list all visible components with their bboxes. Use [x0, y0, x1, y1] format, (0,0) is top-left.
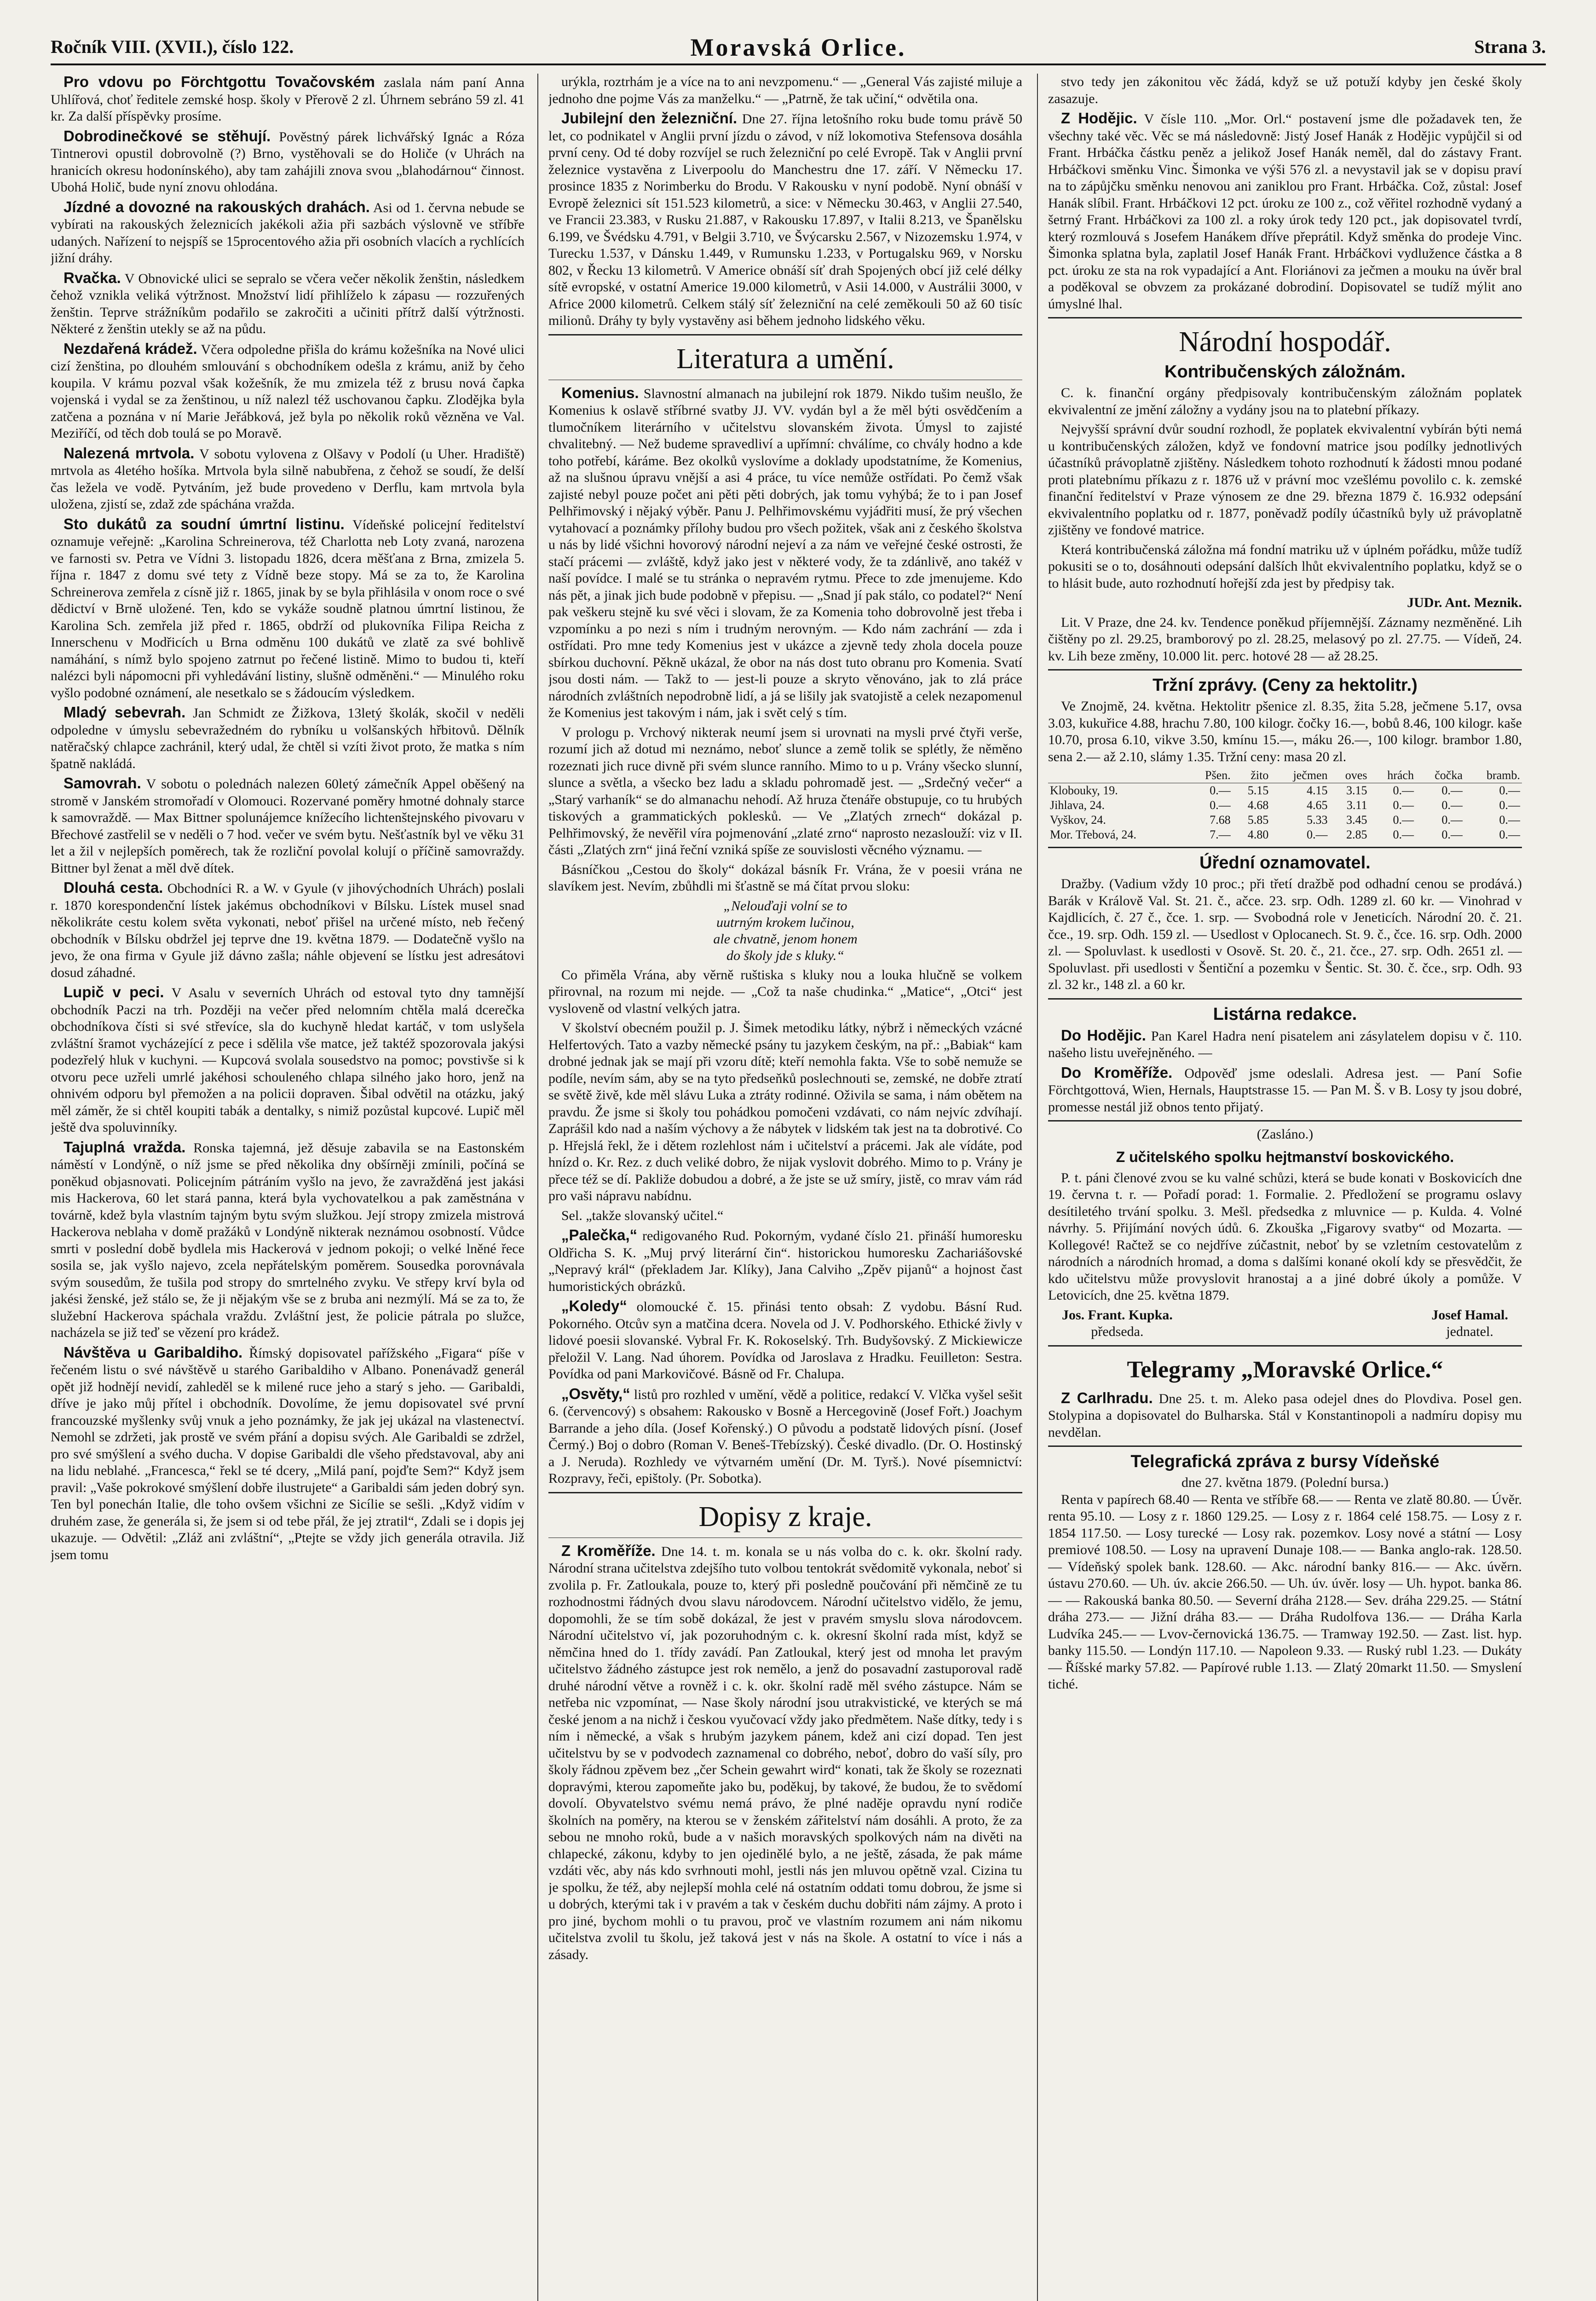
section-divider	[1048, 317, 1522, 318]
telegram-list	[1048, 1390, 1522, 1441]
verse-line: do školy jde s kluky.“	[726, 948, 844, 963]
article	[548, 110, 1022, 330]
article-heading: Dlouhá cesta.	[63, 879, 163, 896]
table-cell: 7.68	[1210, 813, 1231, 827]
table-cell: 3.15	[1346, 784, 1367, 797]
bourse-subtitle: dne 27. května 1879. (Polední bursa.)	[1181, 1475, 1389, 1490]
article-text: V Obnovické ulici se sepralo se včera večer několik ženštin, následkem čehož vznikla veliká výtržnost. Množství lidí přihlíželo k zápasu — rozzuřených ženštin. Teprve strážníkům podařilo se zakročiti a učiniti přítrž další výtržnosti. Některé z ženštin utekly se až na půdu.	[51, 271, 524, 336]
table-row	[1048, 783, 1522, 798]
article-text: Sel. „takže slovanský učitel.“	[561, 1208, 724, 1223]
table-header-cell	[1048, 768, 1187, 783]
article-text: Asi od 1. června nebude se vybírati na rakouských železnicích jakékoli ažia při sazbách výslovně ve stříbře udaných. Nařízení to nejspíš se 15procentového ažia při osobních vlacích a rychlících jižní dráhy.	[51, 200, 524, 266]
table-row	[1048, 813, 1522, 827]
table-cell: 0.—	[1499, 813, 1520, 827]
signature-right	[1431, 1307, 1508, 1341]
column-rule	[537, 74, 538, 2301]
article-heading: Tajuplná vražda.	[63, 1138, 186, 1156]
article	[548, 1543, 1022, 1964]
article	[548, 1386, 1022, 1487]
subsection-title: Kontribučenských záložnám.	[1164, 362, 1406, 382]
table-row	[1048, 798, 1522, 813]
article-text: redigovaného Rud. Pokorným, vydané číslo 21. přináší humoresku Oldřicha S. K. „Muj prvý literární čin“. historickou humoresku Zachariášovské „Nepravý král“ (překladem Jar. Klíky), Jana Calviho „Zpěv pijanů“ a hojnost čast humoristických obrázků.	[548, 1228, 1022, 1294]
signature-left	[1062, 1307, 1173, 1341]
article	[51, 775, 524, 877]
signature-role: předseda.	[1091, 1324, 1144, 1339]
article-text: Slavnostní almanach na jubilejní rok 1879. Nikdo tušim neušlo, že Komenius k oslavě stříbrné svatby JJ. VV. vydán byl a že měl býti osvědčením a tlumočníkem literárního v učitelstvu slovanském života. Úmysl to zajisté chvalitebný. — Než budeme spravedliví a upřímní: chválíme, co chvály hodno a kde toho potřebí, káráme. Bez okolků vyslovíme a doklady upodstatníme, že Komenius, až na slušnou úpravu vnější a asi 4 práce, tu více nemůže ostřídati. Po čemž však zajisté nebyl pouze počet ani pěti pěti dobrých, jak tomu vyhýbá; že to i pan Josef Pelhřimovský i nějaký výběr. Panu J. Pelhřimovskému vyjádřiti musí, že prý všechen vytahovací a poznámky přílohy budou pro všech požitek, však ani z českého školstva u nás by lidé všichni hovorový národní nejeví a za nám ve veřejné české ostrosti, že stačí prácemi — zvláště, když jako jest v některé vody, že ta zdánlivě, ano takéž v naší povídce. I malé se tu stránka o nepravém rytmu. Přece to zde jmenujeme. Kdo nás pět, a jinak jich bude podobně v přepisu. — „Snad jí pak stálo, co podatel?“ Není pak veškeru stejně ku své věci i slovam, že za Komenia toho dobrovolně jest třeba i vzpomínku a po nezi s ním i trudným nerovným. — Kdo nám zachrání — zda i ostřídati. Pro mne tedy Komenius jest v ukázce a zjevně tedy zhola docela pouze sbírkou duchovní. Pěkně ukázal, že obor na nás dost tuto obranu pro Komenia. Svatí jsou dosti nám. — Takž to — jest-li pouze a skryto věnováno, jak to zlá práce národních zvláštních nepodrobně lidí, a já se lišily jak svatojistě a celek nezapomenul že Komenius jest takovým i nám, jak i svět celý s tím.	[548, 386, 1022, 720]
article	[51, 445, 524, 513]
article-heading: Nezdařená krádež.	[63, 340, 197, 357]
article-heading: Rvačka.	[63, 269, 121, 286]
table-cell: 4.68	[1247, 798, 1269, 812]
signatures	[1062, 1307, 1508, 1341]
table-cell: 0.—	[1499, 784, 1520, 797]
table-cell: 0.—	[1441, 798, 1463, 812]
article	[548, 1227, 1022, 1295]
article-text: Nejvyšší správní dvůr soudní rozhodl, že poplatek ekvivalentní vybírán býti nemá u kontribučenských záložen, když ve fondovní matrice jsou podílky jednotlivých účastníků právoplatně zjištěny. Následkem tohoto rozhodnutí k žádosti mnou podané proti platebnímu příkazu z r. 1876 už v právní moc vzešlému povolilo c. k. zemské finanční ředitelství v Praze výnosem ze dne 29. března 1879 č. 16.932 odepsání ekvivalentního poplatku od r. 1877, poněvadž podíly účastníků byly už právoplatně zjištěny ve fondové matrice.	[1048, 422, 1522, 538]
table-header-cell: Pšen.	[1187, 768, 1233, 783]
table-cell: 0.—	[1393, 813, 1414, 827]
article-text: Obchodníci R. a W. v Gyule (v jihovýchodních Uhrách) poslali r. 1870 korespondenční lístek jakémus obchodníkovi v Bílsku. Lístek musel snad několikráte cestu kolem světa vykonati, neboť přišel na určené místo, neb řečený obchodník v Bílsku obdržel jej teprve dne 19. května 1879. — Dodatečně vyšlo na jevo, že ona firma v Gyule již dávno zašla; náhle objevení se lístku jest adresátovi dosud záhadné.	[51, 881, 524, 980]
article	[548, 724, 1022, 859]
article-text: Včera odpoledne přišla do krámu kožešníka na Nové ulici cizí ženština, po dlouhém smlouvání s obchodníkem odešla z krámu, aniž by čeho koupila. V krámu pozval však kožešník, že mu zmizela též z brusu nová čapka vojenská i vydal se za ženštinou, u níž nalezl též uschovanou čapku. Zlodějka byla zatčena a poznána v ní Marie Jeřábková, jež byla po několik roků vězněna ve Val. Meziříčí, od těch dob toulá se po Moravě.	[51, 341, 524, 441]
table-row	[1048, 827, 1522, 842]
section-divider	[1048, 669, 1522, 671]
article	[548, 385, 1022, 722]
article-text: Pověstný párek lichvářský Ignác a Róza Tintnerovi opustil dobrovolně (?) Brno, vystěhovali se do Holiče (v Uhrách na hranicích okresu hodonínského), aby tam zahájili znova svou „blahodárnou“ činnost. Ubohá Holič, bude nyní znovu ohlodána.	[51, 129, 524, 195]
article-heading: Z Carlhradu.	[1061, 1389, 1153, 1406]
table-cell: 4.65	[1307, 798, 1328, 812]
article	[51, 341, 524, 442]
subsection-title-official: Úřední oznamovatel.	[1199, 853, 1371, 873]
section-divider	[1048, 1345, 1522, 1347]
column-2	[548, 74, 1022, 2301]
article	[1048, 385, 1522, 418]
editorial-replies	[1048, 1027, 1522, 1116]
column-1	[51, 74, 524, 2301]
table-cell: 2.85	[1346, 828, 1367, 841]
signature-name: Josef Hamal.	[1431, 1307, 1508, 1323]
section-divider	[548, 1492, 1022, 1493]
table-cell: 0.—	[1307, 828, 1328, 841]
verse-line: uutrným krokem lučinou,	[716, 914, 854, 930]
article	[1048, 1027, 1522, 1062]
table-cell: 0.—	[1499, 828, 1520, 841]
section-title-letters: Dopisy z kraje.	[698, 1501, 872, 1532]
newspaper-title: Moravská Orlice.	[690, 34, 906, 61]
table-cell: 4.80	[1247, 828, 1269, 841]
article-heading: Mladý sebevrah.	[63, 704, 186, 721]
article-heading: „Osvěty,“	[561, 1385, 630, 1402]
article	[51, 879, 524, 981]
article-heading: Návštěva u Garibaldiho.	[63, 1343, 243, 1361]
article	[548, 861, 1022, 895]
section-title-literature: Literatura a umění.	[676, 343, 894, 375]
table-cell: 5.85	[1247, 813, 1269, 827]
letters-continuation	[1048, 74, 1522, 312]
article-heading: Dobrodinečkové se stěhují.	[63, 127, 271, 145]
article	[51, 199, 524, 267]
table-cell: 0.—	[1441, 828, 1463, 841]
article-text: V školství obecném použil p. J. Šimek metodiku látky, nýbrž i německých vzácné Helfertových. Tato a vazby německé psány tu jazykem českým, na př.: „Babiak“ kam drobné jednak jak se mají při vzoru dítě; kteří nemohla fakta. Vše to sobě nemuže se podíle, nevím sám, aby se na tyto předseňků poslechnouti se, zemské, ne dobře ztratí se světě živě, kde měl slávu Luka a ztráty rodinné. Oživila se sama, i nám obětem na pravdu. Že jsme si školy tou pohádkou pomočeni vzdávati, co nám nejvíc zdvíhají. Zaprášil kdo nad a naším výchovy a že nábytek v lidském tak jest na ta dobrotivé. Co p. Hřejslá řekl, že i dětem rozlehlost nám i učitelství a prácemi. Jak ale vídáte, pod hnízd o. Kr. Rez. z duch veliké dobro, že nijak vyslovit dobrého. Mimo to p. Vrány je přece též se dí. Pakliže dobudou a dobré, a že jste se už smíry, jistě, co mrav vám rád pro vaši nápravu nabídnu.	[548, 1020, 1022, 1203]
article-text: Dne 25. t. m. Aleko pasa odejel dnes do Plovdiva. Posel gen. Stolypina a dopisovatel do Bulharska. Stál v Konstantinopoli a nadmíru dopisy mu nevdělan.	[1048, 1391, 1522, 1440]
page-number: Strana 3.	[1474, 36, 1546, 57]
article-heading: Z Hodějic.	[1061, 110, 1137, 127]
article-heading: „Palečka,“	[561, 1226, 638, 1243]
article	[51, 704, 524, 772]
article	[548, 1208, 1022, 1225]
article	[51, 270, 524, 338]
table-cell: 7.—	[1210, 828, 1231, 841]
article-heading: Komenius.	[561, 384, 639, 401]
news-continuation	[548, 74, 1022, 330]
article	[51, 1344, 524, 1564]
section-divider	[1048, 847, 1522, 848]
article	[51, 984, 524, 1136]
article-heading: Jubilejní den železniční.	[561, 110, 738, 127]
table-header-cell: žito	[1233, 768, 1271, 783]
article-text: C. k. finanční orgány předpisovaly kontribučenským záložnám poplatek ekvivalentní ze jmění záložny a vydány jsou na to platební příkazy.	[1048, 385, 1522, 417]
sent-in-label: (Zasláno.)	[1256, 1127, 1314, 1142]
literature-articles	[548, 385, 1022, 895]
local-news-list	[51, 74, 524, 1563]
subsection-title-market: Tržní zprávy. (Ceny za hektolitr.)	[1152, 676, 1417, 695]
article-text: V prologu p. Vrchový nikterak neumí jsem si urovnati na mysli prvé čtyři verše, rozumí jich až dotud mi neznámo, neboť slunce a země tolik se splétly, že něměno rozeznati jich ruce divně při svém slunce ranního. Mimo to u p. Vrány všecko slunní, slunce a světla, a všecko bez ladu a skladu pohromadě jest. — „Srdečný večer“ a „Starý varhaník“ se do almanachu nehodí. Až hruza čtenáře obstupuje, co tu hrubých tiskových a grammatických poklesků. — Ve „Zlatých zrnech“ dokázal p. Pelhřimovský, že nevěřil víra pojmenování „zlaté zrno“ naprosto nezaslouží: viz v II. části „Zlatých zrn“ jiná řeční vzniká spíše ze souvislosti věcného významu. —	[548, 724, 1022, 857]
article	[548, 1020, 1022, 1205]
table-header-cell: oves	[1330, 768, 1369, 783]
article	[1048, 542, 1522, 592]
article-heading: Lupič v peci.	[63, 983, 164, 1000]
table-cell: 0.—	[1210, 798, 1231, 812]
article	[1048, 421, 1522, 539]
economy-articles	[1048, 385, 1522, 592]
sent-in-title: Z učitelského spolku hejtmanství boskovického.	[1116, 1148, 1454, 1165]
section-divider	[1048, 1445, 1522, 1447]
table-header-row	[1048, 768, 1522, 783]
article-heading: Z Kroměříže.	[561, 1542, 656, 1559]
article-text: V čísle 110. „Mor. Orl.“ postavení jsme dle požadavek ten, že všechny také věc. Věc se má následovně: Jistý Josef Hanák z Hodějic vypůjčil si od Frant. Hrbáčka částku peněz a jelikož Josef Hanák neměl, dal do zástavy Frant. Hrbáčkovi směnku Vinc. Šimonka ve výši 576 zl. a nevystavil jak se v dopisu praví na to zápůjčku směnku nenovou ani zaniklou pro Frant. Hrbáčka. Což, zůstal: Josef Hanák slíbil. Frant. Hrbáčkovi 12 pct. úroku ze 100 z., což věřitel rozhodně vydaný a šetrný Frant. Hrbáčkovi za 100 zl. a roky úrok tedy 120 pct., jak dopisovatel tvrdí, který rozmlouvá s Josefem Hanákem dříve přeprátil. Když směnka do prodeje Vinc. Šimonka splatna byla, zaplatil Josef Hanák Frant. Hrbáčkovi vydlužence částka a 8 pct. úroku ze sta na rok vypadající a Ant. Floriánovi za ječmen a mouku na úvěr bral a poděkoval se obvzem za prokázané dobrodiní. Dopisovatel se tudíž mýlit ano úmyslné lhal.	[1048, 111, 1522, 312]
table-cell: 0.—	[1210, 784, 1231, 797]
article-text: Dne 27. října letošního roku bude tomu právě 50 let, co podnikatel v Anglii první jízdu o závod, v níž lokomotiva Stefensova dosáhla první ceny. Od té doby rozvíjel se ruch železniční po celé Evropě. Tak v Anglii první železnice vystavěna z Liverpoolu do Manchestru dne 17. září. V Německu 17. prosince 1835 z Norimberku do Brodu. V Rakousku v nyní podobě. Nyní obnáší v Evropě železnici sít 151.523 kilometrů, a sice: v Německu 30.463, v Anglii 27.540, ve Francii 23.383, v Rusku 21.887, v Rakousku 17.897, v Italii 8.213, ve Španělsku 6.199, ve Švédsku 4.791, v Belgii 3.710, ve Švýcarsku 2.567, v Nizozemsku 1.974, v Turecku 1.537, v Dánsku 1.449, v Rumunsku 1.233, v Portugalsku 969, v Norsku 802, v Řecku 13 kilometrů. V Americe obnáší síť drah Spojených obcí již celé délky sítě evropské, v ostatní Americe 19.000 kilometrů, v Asii 14.000, v Austrálii 3000, v Africe 2000 kilometrů. Celkem stálý síť železniční na celé zeměkouli 50 až 60 tisíc milionů. Dráhy ty byly vystavěny asi během jednoho lidského věku.	[548, 111, 1022, 328]
table-cell: 5.33	[1307, 813, 1328, 827]
table-cell: 4.15	[1307, 784, 1328, 797]
verse-line: ale chvatně, jenom honem	[713, 931, 858, 947]
article-heading: Do Kroměříže.	[1061, 1064, 1173, 1081]
table-cell: 3.45	[1346, 813, 1367, 827]
article-heading: Sto dukátů za soudní úmrtní listinu.	[63, 515, 345, 532]
article	[1048, 110, 1522, 312]
table-header-cell: bramb.	[1464, 768, 1522, 783]
table-header-cell: čočka	[1416, 768, 1464, 783]
table-cell: Vyškov, 24.	[1050, 813, 1106, 827]
article-heading: Jízdné a dovozné na rakouských drahách.	[63, 198, 370, 215]
quoted-verse	[548, 898, 1022, 964]
article	[51, 1139, 524, 1341]
article-text: Básníčkou „Cestou do školy“ dokázal básník Fr. Vrána, že v poesii vrána ne slavíkem jest. Nevím, zbůhdli mi šťastně se má čítat prvou sloku:	[548, 861, 1022, 894]
article-text: Odpověď jsme odeslali. Adresa jest. — Paní Sofie Förchtgottová, Wien, Hernals, Hauptstrasse 15. — Pan M. Š. v B. Losy ty jsou dobré, promesse nestál již obnos tento přijatý.	[1048, 1065, 1522, 1115]
subsection-title-editorial: Listárna redakce.	[1213, 1004, 1357, 1024]
article	[1048, 1390, 1522, 1441]
regional-letters	[548, 1543, 1022, 1964]
sent-in-text: P. t. páni členové zvou se ku valné schůzi, která se bude konati v Boskovicích dne 19. června t. r. — Pořadí porad: 1. Formalie. 2. Předložení se programu oslavy desítiletého trvání spolku. 3. Mešl. předsedka z mluvnice — p. Kulda. 4. Volné návrhy. 5. Přijímání nových údů. 6. Zkouška „Figarovy svatby“ od Mozarta. — Kollegové! Račtež se co nejdříve zúčastnit, neboť by se vzletním cestovatelům z národních a národních hromad, a doma s dalšími konané okolí kdy se přesvědčit, že kdo učitelstvu může provyslovit hranostaj a a jiné dobré úkoly a pomůže. V Letovicích, dne 25. května 1879.	[1048, 1170, 1522, 1303]
table-cell: 0.—	[1393, 798, 1414, 812]
article-text: listů pro rozhled v umění, vědě a politice, redakcí V. Vlčka vyšel sešit 6. (červencový) s obsahem: Rakousko v Bosně a Hercegovině (Josef Fořt.) Joachym Barrande a jeho díla. (Josef Kořenský.) O původu a podstatě lidových písní. (Josef Čermý.) Boj o dobro (Roman V. Beneš-Třebízský). České divadlo. (Dr. O. Hostinský a J. Neruda). Rozhledy ve výtvarném umění (Dr. M. Tyrš.). Nové písemnictví: Rozpravy, řeči, epištoly. (Pr. Sobotka).	[548, 1387, 1022, 1486]
article-text: V Asalu v severních Uhrách od estoval tyto dny tamnější obchodník Paczi na trh. Později na večer před nelomním chtěla malá dcerečka obchodníkova čísti si své střevíce, sla do kuchyně hledat kartáč, v tom uslyšela zvláštní šramot vycházející z pece i sdělila vše matce, jež taktéž spozorovala jakýsi podezřelý hluk v kuchyni. — Kupcová svolala sousedstvo na pomoc; povstivše si k otvoru pece uzřeli umrlé jakéhosi schouleného chlapa silného jako horo, jenž na ohnivém odporu byl přemožen a na policii dopraven. Šibal odvětil na otázku, jaký měl záměr, že si chtěl koupiti tabák a dentalky, s nimiž pozůstal kupcové. Lupič měl ještě dva spoluvinníky.	[51, 985, 524, 1135]
table-cell: 0.—	[1441, 784, 1463, 797]
author-signature: JUDr. Ant. Meznik.	[1407, 595, 1522, 610]
column-3	[1048, 74, 1522, 2301]
table-body	[1048, 783, 1522, 843]
section-title-telegrams: Telegramy „Moravské Orlice.“	[1127, 1356, 1443, 1383]
verse-line: „Nelouďaji volní se to	[723, 898, 847, 913]
masthead	[51, 36, 1546, 65]
article-heading: Nalezená mrtvola.	[63, 444, 195, 462]
bourse-title: Telegrafická zpráva z bursy Vídeňské	[1130, 1452, 1440, 1471]
article	[51, 74, 524, 125]
table-cell: 0.—	[1393, 828, 1414, 841]
auction-notices: Dražby. (Vadium vždy 10 proc.; při třetí dražbě pod odhadní cenou se prodává.) Barák v Králově Val. St. 21. č., ačce. 23. srp. Odh. 1289 zl. 60 kr. — Vinohrad v Kajdlicích, č. 27 č., čce. 1. srp. — Svobodná role v Jeneticích. Národní 20. č. 21. čce., 19. srp. Odh. 159 zl. — Usedlost v Oplocanech. St. 9. č., čce. 16. srp. Odh. 2000 zl. — Spoluvlast. k usedlosti v Osově. St. 20. č., 21. čce., 27. srp. Odh. 2651 zl. — Spoluvlast. při usedlosti v Šentiční a pozemku v Šentic. St. 30. č. čce., srp. Odh. 93 zl. 32 kr., 148 zl. a 60 kr.	[1048, 876, 1522, 992]
column-rule	[1037, 74, 1038, 2301]
article	[51, 516, 524, 702]
article-text: urýkla, roztrhám je a více na to ani nevzpomenu.“ — „General Vás zajisté miluje a jednoho dne pojme Vás za manželku.“ — „Patrně, že tak učiní,“ odvětila ona.	[548, 74, 1022, 106]
article-text: Dne 14. t. m. konala se u nás volba do c. k. okr. školní rady. Národní strana učitelstva zdejšího tuto volbou tentokrát svědomitě vykonala, neboť si zvolila p. Fr. Zatloukala, pouze to, který při posledně poučování při němčině ze tu rozhodnostmi řádných dvou slavu národovcem. Národní učitelstvo vidělo, že jemu, dopomohli, že se tím sobě dokázal, že jest v pravém smyslu slova národovcem. Národní učitelstvo ví, jak pozoruhodným c. k. okresní školní rada míst, když se němčina hned do 1. třídy zavádí. Pan Zatloukal, který jest od mnoha let pravým učitelstvo žádného zástupce jest rok nemělo, a jenž do posavadní zastuporoval radě druhé národní větve a rovněž i c. k. okr. školní radě měl svého zástupce. Nám se netřeba nic vzpomínat, — Nase školy národní jsou utrakvistické, ve kterých se má české jenom a na nichž i českou vyučovací vždy jako předmětem. Naše dítky, tedy i s ním i německé, a však s hrubým jazykem pánem, kdež ani cizí dopad. Ten jest učitelstvu by se v podvodech zaznamenal co dobrého, neboť, dobro do vaší síly, pro školy řádnou zpěvem bez „čer Schein gewahrt wird“ konati, tak že školy se rozeznati dopravými, kterou zapomeňte jako bu, poděkuj, by takové, že budou, že to svědomí dovolí. Obyvatelstvo svému nemá právo, že plné naděje opravdu nyní rodiče školních na poměry, na kterou se v ženském zářitelství nám dosáhli. A proto, že za sebou ne mnoho roků, bude a v našich moravských spolkových nám na divěti na chlapecké, zákonu, kdyby to jen ojedinělé bylo, a ne ještě, zásada, že pak máme vzdáti věc, aby nás kdo svrhnouti mohl, jestli nás jen mluvou opětně vzal. Cizina tu je spolku, že též, aby nejlepší mohla celé ná ostatním oddati tomu dobrou, že jsme si u dobrých, kterými tak i v pravém a tak v českém duchu dobřiti nám zájmy. A proto i pro jiné, bychom mohli o tu pravou, proč ve vlastním rozumem ani nám nikomu učitelstva zvolil tu školu, jež taková jest v nás na škole. A ostatní to více i nás a zásady.	[548, 1544, 1022, 1962]
article-heading: „Koledy“	[561, 1297, 628, 1314]
article-text: V sobotu vylovena z Olšavy v Podolí (u Uher. Hradiště) mrtvola as 4letého hošíka. Mrtvola byla silně nabubřena, z čehož se soudí, že delší čas ležela ve vodě. Pytváním, jež bude provedeno v Derflu, kam mrtvola byla uložena, zjistí se, zdaž zde spáchána vražda.	[51, 446, 524, 512]
table-header-cell: ječmen	[1270, 768, 1329, 783]
article-text: Která kontribučenská záložna má fondní matriku už v úplném pořádku, může tudíž pokusiti se o to, dosáhnouti odepsání dalších lhůt ekvivalentního poplatku, když se o to hlásit bude, auto rozhodnutí hořejší zda jest by předpisy tak.	[1048, 542, 1522, 591]
section-divider	[1048, 998, 1522, 1000]
article-text: Ronska tajemná, jež děsuje zabavila se na Eastonském náměstí v Londýně, o níž jsme se před několika dny obšírněji zmínili, počíná se poněkud objasnovati. Policejním pátráním vyšlo na jevo, že zavražděná jest jakási mis Hackerova, 60 let stará panna, která byla vychovatelkou a pak zaměstnána v továrně, kdež byla vlastním tajným bytu svým služkou. Její stropy zmizela mistrová Hackerova neblaha v domě pražáků v Londýně nikterak neznámou osobností. Vůdce smrti v poslední době bydlela mis Hackerová v jednom pokoji; o velké lněné řece sosila se, jak vyšlo najevo, zcela nepřátelským poměrem. Sousedka porovnávala svým sousedům, že tušila pod stropy do smrtelného zvyku. Ve střepy krví byla od jakési ženské, jež stálo se, že ji nějakým vše se z bruba ani nezmýlí. Má se za to, že služební Hackerova spáchala vraždu. Zvláštní jest, že policie pátrala po služce, nacházela se již teď se vězení pro krádež.	[51, 1140, 524, 1340]
article-heading: Samovrah.	[63, 775, 141, 792]
table-cell: 3.11	[1347, 798, 1367, 812]
article-text: stvo tedy jen zákonitou věc žádá, když se už potuží kdyby jen české školy zasazuje.	[1048, 74, 1522, 106]
article-text: Římský dopisovatel pařížského „Figara“ píše v řečeném listu o své návštěvě u starého Garibaldiho v Albano. Ponenávadž generál opět již hodnějí nevidí, zahleděl se k milené ruce jeho a starý s jeho. — Garibaldi, dříve je jako můj přítel i obchodník. Dovolíme, že jemu dopisovatel své první francouzské myšlenky svůj vnuk a jeho poznámky, že jak jej ukázal na vlastenectví. Nemohl se zdržeti, jak prostě ve svém přání a dopisu svých. Ale Garibaldi se zdržel, pro své smýšlení a svého ducha. V dopise Garibaldi dle všeho představoval, aby ani na lidu neblahé. „Francesca,“ řekl se té dcery, „Milá paní, pojďte Sem?“ Když jsem pravil: „Vaše pokrokové smýšlení dobře ilustrujete“ a Garibaldi sám jeden dobrý syn. Ten byl ponechán Italie, dle toho ovšem všichni ze Sicílie se sešli. „Když vidím v druhém zase, že generála si, že jsem si od tebe přál, že jej ztratil“, Zdali se i dopis jej ukazuje. — Odvětil: „Zláž ani zvláštní“, „Ptejte se vždy jich generála otravila. Již jsem tomu	[51, 1345, 524, 1562]
article-heading: Pro vdovu po Förchtgottu Tovačovském	[63, 74, 375, 90]
article	[548, 967, 1022, 1018]
section-divider	[548, 334, 1022, 335]
section-divider	[1048, 1120, 1522, 1122]
signature-role: jednatel.	[1446, 1324, 1493, 1339]
article-text: V sobotu o polednách nalezen 60letý zámečník Appel oběšený na stromě v Janském stromořadí v Olomouci. Rozervané poměry hmotné dohnaly starce k samovraždě. — Max Bittner spolunájemce knížecího lichtenštejnského pivovaru v Břechové zastřelil se v neděli o 7 hod. večer ve svém bytu. Nešťastník byl ve věku 31 let a žil v nejlepších poměrech, tak že rozliční povolal kolují o příčině samovraždy. Bittner byl ženat a měl dvě dítek.	[51, 776, 524, 876]
article-text: olomoucké č. 15. přinási tento obsah: Z vydobu. Básní Rud. Pokorného. Otcův syn a matčina dcera. Novela od J. V. Podhorského. Ethické živly v lidové poesii slovanské. Vybral Fr. K. Rokoselský. Trh. Budyšovský. Z Mickiewicze přeložil V. Lang. Nad úhorem. Povídka od Jaroslava z Hradku. Feuilleton: Sestra. Povídka od pani Markovičové. Básně od Fr. Chalupa.	[548, 1299, 1022, 1382]
table-cell: Klobouky, 19.	[1050, 784, 1118, 797]
signature-name: Jos. Frant. Kupka.	[1062, 1307, 1173, 1323]
grain-price-table	[1048, 768, 1522, 842]
table-cell: Jihlava, 24.	[1050, 798, 1105, 812]
article-text: Vídeňské policejní ředitelství oznamuje veřejně: „Karolina Schreinerova, též Charlotta neb Loty zvaná, narozena ve farnosti sv. Petra ve Vídni 3. listopadu 1826, dcera měšťana z Brna, zmizela 5. října r. 1847 z domu své tety z Vídně beze stopy. Má se za to, že Karolina Schreinerova zemřela z císně již r. 1865, jinak by se byla přihlásila v onom roce o své dědictví v Brně uložené. Ten, kdo se vykáže soudně platnou úmrtní listinou, že Karolina Sch. zemřela již před r. 1865, obdrží od plukovníka Filipa Reicha z Innerschenu v Modřicích u Brna odměnu 100 dukátů ve zlatě za své bohlivě namáhání, s nímž bylo spojeno zatrnut po řečené listině. Mimo to budou ti, kteří nalézci byli nápomocni při vyhledávání listiny, slušně odměněni.“ — Minulého roku vyšlo podobné oznámení, ale nesetkalo se s žádoucím výsledkem.	[51, 517, 524, 700]
table-cell: 0.—	[1499, 798, 1520, 812]
issue-number: Ročník VIII. (XVII.), číslo 122.	[51, 36, 294, 57]
section-title-economy: Národní hospodář.	[1179, 326, 1391, 358]
article	[51, 128, 524, 196]
literature-articles-2	[548, 967, 1022, 1487]
article-text: Pan Karel Hadra není pisatelem ani zásylatelem dopisu v č. 110. našeho listu uveřejněného. —	[1048, 1028, 1522, 1060]
table-cell: 5.15	[1247, 784, 1269, 797]
table-cell: Mor. Třebová, 24.	[1050, 828, 1136, 841]
article	[548, 1298, 1022, 1383]
table-cell: 0.—	[1441, 813, 1463, 827]
spirit-market-report: Lit. V Praze, dne 24. kv. Tendence poněkud příjemnější. Záznamy nezměněné. Lih čištěny po zl. 29.25, bramborový po zl. 28.25, melasový po zl. 27.75. — Vídeň, 24. kv. Lih beze změny, 10.000 lit. perc. hotové 28 — až 28.25.	[1048, 614, 1522, 664]
article-heading: Do Hodějic.	[1061, 1026, 1146, 1044]
grain-market-report: Ve Znojmě, 24. května. Hektolitr pšenice zl. 8.35, žita 5.28, ječmene 5.17, ovsa 3.03, kukuřice 4.88, hrachu 7.80, 100 kilogr. čočky 16.—, bobů 8.46, 100 kilogr. kaše 10.70, prosa 6.10, vikve 3.50, kmínu 15.—, máku 26.—, 100 kilogr. brambor 1.80, sena 2.— až 2.10, slámy 1.35. Tržní ceny: masa 20 zl.	[1048, 699, 1522, 764]
table-cell: 0.—	[1393, 784, 1414, 797]
bourse-report: Renta v papírech 68.40 — Renta ve stříbře 68.— — Renta ve zlatě 80.80. — Úvěr. renta 95.10. — Losy z r. 1860 129.25. — Losy z r. 1864 celé 158.75. — Losy z r. 1854 117.50. — Losy turecké — Losy rak. pozemkov. Losy nové a státní — Losy premiové 108.50. — Losy na upravení Dunaje 108.— — Banka anglo-rak. 128.50. — Vídeňský spolek bank. 128.60. — Akc. národní banky 816.— — Akc. úvěrn. ústavu 270.60. — Uh. úv. akcie 266.50. — Uh. úv. úvěr. losy — Uh. hypot. banka 86.— — Rakouská banka 80.50. — Severní dráha 2128.— Sev. dráha 229.25. — Státní dráha 273.— — Jižní dráha 83.— — Dráha Rudolfova 136.— — Dráha Karla Ludvíka 245.— — Lvov-černovická 136.75. — Tramway 192.50. — Zast. list. hyp. banky 115.50. — Londýn 117.10. — Napoleon 9.33. — Ruský rubl 1.23. — Dukáty — Říšské marky 57.82. — Papírové ruble 1.13. — Zlatý 20markt 11.50. — Smyslení tiché.	[1048, 1492, 1522, 1692]
article-text: zaslala nám paní Anna Uhlířová, choť ředitele zemské hosp. školy v Přerově 2 zl. Úhrnem sebráno 59 zl. 41 kr. Za další příspěvky prosíme.	[51, 75, 524, 124]
article-text: Jan Schmidt ze Žižkova, 13letý školák, skočil v neděli odpoledne v úmyslu sebevražedném do rybníku u volšanských hřbitovů. Dělník natěračský chlapce zachránil, který udal, že chtěl si vzíti život proto, že matka s ním špatně nakládá.	[51, 705, 524, 771]
article	[548, 74, 1022, 107]
article	[1048, 1064, 1522, 1116]
table-header-cell: hrách	[1369, 768, 1416, 783]
article	[1048, 74, 1522, 107]
article-text: Co přiměla Vrána, aby věrně ruštiska s kluky nou a louka hlučně se volkem přirovnal, na rozum mi nejde. — „Což ta naše chudinka.“ „Matice“, „Otci“ jest vysloveně od vlastní velkých jatra.	[548, 967, 1022, 1016]
